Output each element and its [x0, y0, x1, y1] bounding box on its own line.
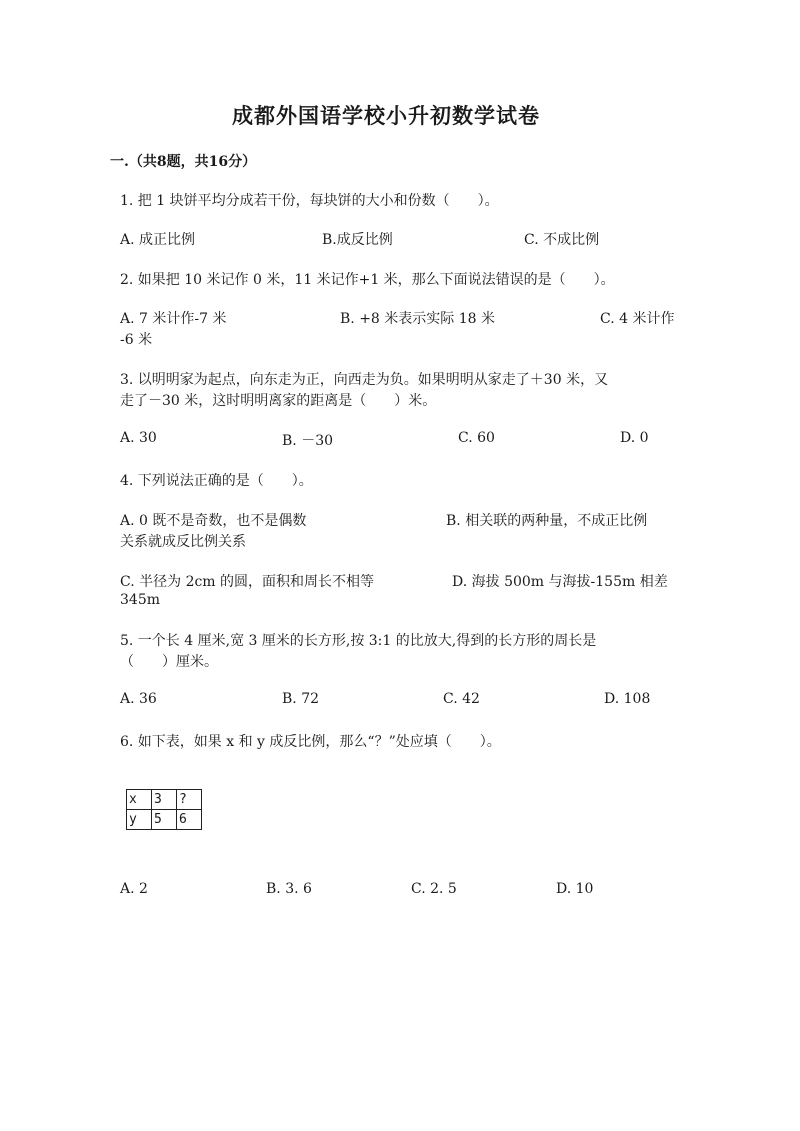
table-row — [127, 810, 202, 830]
option-a: A. 0 既不是奇数，也不是偶数 — [120, 513, 307, 529]
question-text: 1. 把 1 块饼平均分成若干份，每块饼的大小和份数（ ）。 — [120, 193, 499, 209]
option-d: D. 10 — [556, 881, 594, 897]
table-cell: 6 — [177, 810, 202, 830]
option-a: A. 30 — [120, 430, 157, 446]
question-text: 6. 如下表，如果 x 和 y 成反比例，那么“？”处应填（ ）。 — [120, 734, 501, 750]
option-d-continued: 345m — [120, 592, 160, 608]
option-a: A. 7 米计作-7 米 — [120, 311, 227, 327]
option-d: D. 0 — [620, 430, 649, 446]
option-c: C. 不成比例 — [524, 232, 600, 248]
question-text: 2. 如果把 10 米记作 0 米，11 米记作+1 米，那么下面说法错误的是（ ）。 — [120, 272, 615, 288]
option-d: D. 海拔 500m 与海拔-155m 相差 — [452, 574, 668, 590]
option-b: B. 相关联的两种量，不成正比例 — [446, 513, 648, 529]
option-c: C. 4 米计作 — [600, 311, 675, 327]
question-text-line-2: 走了－30 米，这时明明离家的距离是（ ）米。 — [120, 393, 437, 409]
table-cell: ? — [177, 790, 202, 810]
question-text: 4. 下列说法正确的是（ ）。 — [120, 473, 313, 489]
table-cell: y — [127, 810, 152, 830]
option-c: C. 半径为 2cm 的圆，面积和周长不相等 — [120, 574, 375, 590]
option-b: B. +8 米表示实际 18 米 — [340, 311, 495, 327]
table-cell: 5 — [152, 810, 177, 830]
option-c: C. 2. 5 — [411, 881, 457, 897]
option-a: A. 成正比例 — [120, 232, 196, 248]
option-b: B. 3. 6 — [266, 881, 312, 897]
table-row — [127, 790, 202, 810]
question-text-line-2: （ ）厘米。 — [120, 654, 218, 670]
table-cell: 3 — [152, 790, 177, 810]
option-b-continued: 关系就成反比例关系 — [120, 534, 246, 550]
section-heading: 一.（共8题，共16分） — [110, 154, 257, 170]
option-a: A. 2 — [120, 881, 148, 897]
option-b: B. －30 — [282, 433, 334, 449]
option-b: B.成反比例 — [322, 232, 393, 248]
xy-value-table — [126, 789, 202, 830]
page-title: 成都外国语学校小升初数学试卷 — [232, 103, 540, 128]
option-c: C. 42 — [443, 691, 480, 707]
option-d: D. 108 — [604, 691, 651, 707]
option-a: A. 36 — [120, 691, 157, 707]
option-c-continued: -6 米 — [120, 332, 153, 348]
question-text-line-1: 3. 以明明家为起点，向东走为正，向西走为负。如果明明从家走了＋30 米，又 — [120, 372, 609, 388]
option-b: B. 72 — [282, 691, 320, 707]
option-c: C. 60 — [458, 430, 495, 446]
table-cell: x — [127, 790, 152, 810]
question-text-line-1: 5. 一个长 4 厘米,宽 3 厘米的长方形,按 3:1 的比放大,得到的长方形的周长是 — [120, 633, 597, 649]
